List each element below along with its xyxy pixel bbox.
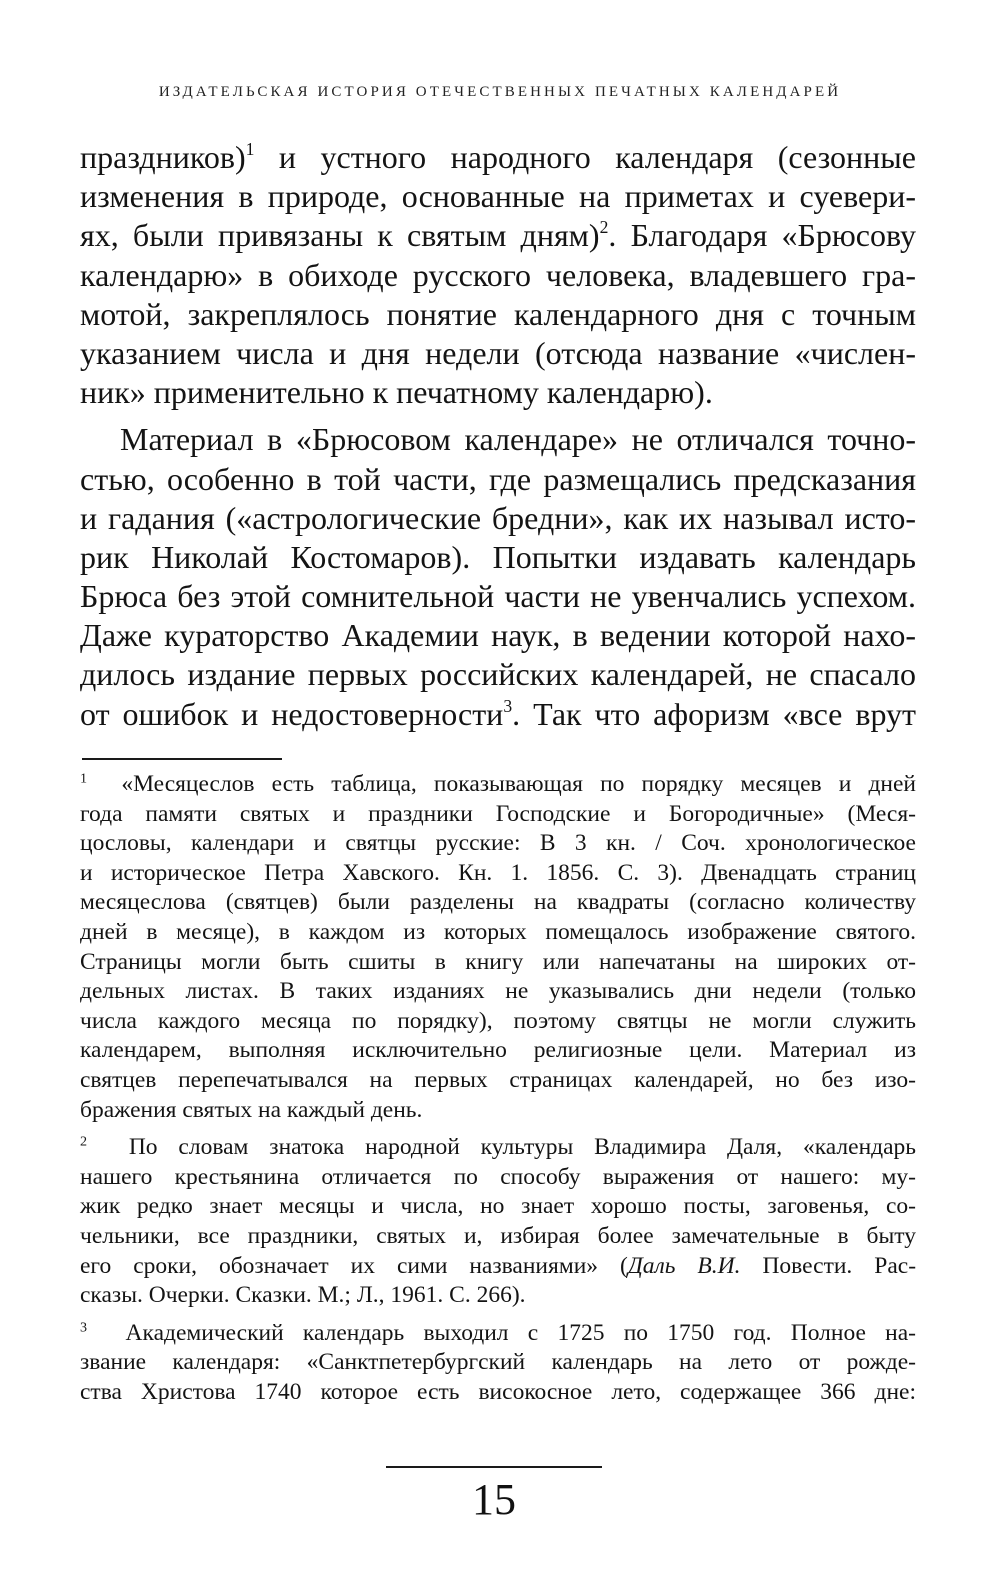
footnote-marker-1: 1 <box>80 770 88 787</box>
paragraph-1 <box>80 138 916 412</box>
text-line: дилось издание первых российских календарей, не спасало <box>80 656 916 693</box>
text-line <box>80 1319 916 1349</box>
text-line <box>80 1252 916 1282</box>
text-line: календарем, выполняя исключительно религиозные цели. Материал из <box>80 1037 916 1064</box>
text-line: и гадания («астрологические бредни», как их называл исто- <box>80 499 916 536</box>
text-line: дней в месяце), в каждом из которых помещалось изображение святого. <box>80 918 916 945</box>
text-line: и историческое Петра Хавского. Кн. 1. 1856. С. 3). Двенадцать страниц <box>80 859 916 886</box>
text-fragment: . Так что афоризм «все врут <box>512 695 917 732</box>
text-line: календарю» в обиходе русского человека, владевшего гра- <box>80 256 916 293</box>
text-line: Страницы могли быть сшиты в книгу или напечатаны на широких от- <box>80 948 916 975</box>
text-line: числа каждого месяца по порядку), поэтому святцы не могли служить <box>80 1007 916 1034</box>
text-fragment: праздников) <box>80 139 246 175</box>
footnote-ref-1[interactable]: 1 <box>245 138 255 159</box>
footnote-2 <box>80 1133 916 1311</box>
text-line <box>80 770 916 800</box>
text-fragment: от ошибок и недостоверности <box>80 695 504 732</box>
footnote-ref-2[interactable]: 2 <box>599 217 609 238</box>
text-line: Материал в «Брюсовом календаре» не отличался точно- <box>120 421 916 458</box>
paragraph-2 <box>80 420 916 734</box>
text-line: святцев перепечатывался на первых страницах календарей, но без изо- <box>80 1066 916 1093</box>
text-line: ства Христова 1740 которое есть високосное лето, содержащее 366 дне: <box>80 1378 916 1405</box>
text-line: звание календаря: «Санктпетербургский календарь на лето от рожде- <box>80 1349 916 1376</box>
text-line: цословы, календари и святцы русские: В 3 кн. / Соч. хронологическое <box>80 830 916 857</box>
main-text <box>80 138 916 734</box>
text-line <box>80 138 916 177</box>
footnote-ref-3[interactable]: 3 <box>503 695 513 716</box>
text-line: мотой, закреплялось понятие календарного дня с точным <box>80 295 916 332</box>
text-line: месяцеслова (святцев) были разделены на квадраты (согласно количеству <box>80 889 916 916</box>
text-fragment: Академический календарь выходил с 1725 по 1750 год. Полное на- <box>125 1319 916 1346</box>
text-fragment: и устного народного календаря (сезонные <box>278 139 917 175</box>
footnote-marker-3: 3 <box>80 1319 88 1336</box>
text-line <box>80 1133 916 1163</box>
text-line: указанием числа и дня недели (отсюда название «числен- <box>80 334 916 371</box>
text-line: изменения в природе, основанные на приметах и суевери- <box>80 178 916 215</box>
footnote-3 <box>80 1319 916 1408</box>
text-line: жик редко знает месяцы и числа, но знает хорошо посты, заговенья, со- <box>80 1193 916 1220</box>
page-number: 15 <box>472 1475 516 1524</box>
text-line: чельники, все праздники, святых и, избирая более замечательные в быту <box>80 1222 916 1249</box>
footnote-marker-2: 2 <box>80 1133 88 1150</box>
text-fragment: По словам знатока народной культуры Владимира Даля, «календарь <box>128 1134 917 1161</box>
text-fragment: . Благодаря «Брюсову <box>608 217 917 254</box>
text-line <box>80 695 916 734</box>
footnote-separator <box>82 758 282 760</box>
running-head: ИЗДАТЕЛЬСКАЯ ИСТОРИЯ ОТЕЧЕСТВЕННЫХ ПЕЧАТНЫХ КАЛЕНДАРЕЙ <box>158 84 842 100</box>
text-fragment: «Месяцеслов есть таблица, показывающая по порядку месяцев и дней <box>121 771 917 797</box>
text-fragment: ях, были привязаны к святым дням) <box>80 217 600 254</box>
text-line: Брюса без этой сомнительной части не увенчались успехом. <box>80 578 916 615</box>
footnotes <box>80 770 916 1415</box>
text-line: нашего крестьянина отличается по способу выражения от нашего: му- <box>80 1163 916 1190</box>
text-line: бражения святых на каждый день. <box>80 1096 423 1123</box>
text-line <box>80 216 916 255</box>
author-name-italic: Даль В.И. <box>627 1252 741 1279</box>
text-line: ник» применительно к печатному календарю). <box>80 374 713 411</box>
text-fragment: его сроки, обозначает их сими названиями» ( <box>80 1252 628 1279</box>
text-line: стью, особенно в той части, где размещались предсказания <box>80 460 916 497</box>
folio-separator <box>386 1466 602 1468</box>
text-fragment: Повести. Рас- <box>740 1252 917 1279</box>
text-line: года памяти святых и праздники Господские и Богородичные» (Меся- <box>80 800 916 827</box>
text-line: рик Николай Костомаров). Попытки издавать календарь <box>80 538 916 575</box>
text-line: сказы. Очерки. Сказки. М.; Л., 1961. С. 266). <box>80 1282 526 1309</box>
text-line: Даже кураторство Академии наук, в ведении которой нахо- <box>80 617 916 654</box>
text-line: дельных листах. В таких изданиях не указывались дни недели (только <box>80 978 916 1005</box>
footnote-1 <box>80 770 916 1125</box>
